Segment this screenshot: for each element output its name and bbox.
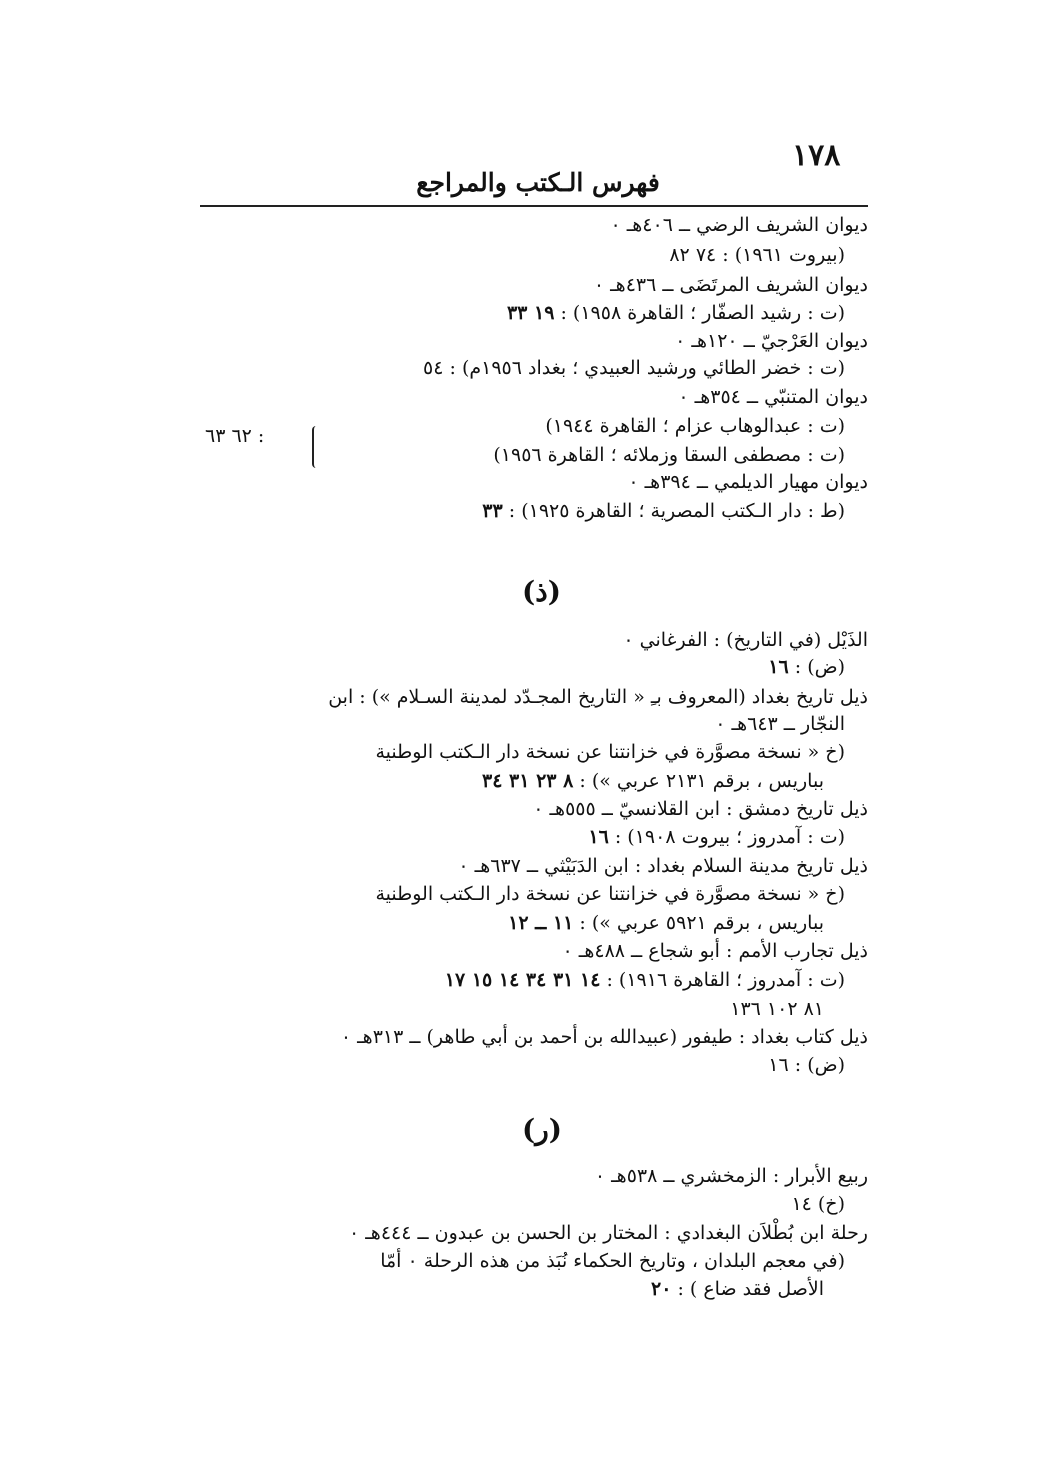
entry-detail-text: (ت : رشيد الصفّار ؛ القاهرة ١٩٥٨) : xyxy=(560,302,845,324)
entry-detail-line: (خ « نسخة مصوَّرة في خزانتنا عن نسخة دار الـكتب الوطنية xyxy=(375,883,845,905)
entry-detail-line xyxy=(482,767,824,795)
page-references: ١٤ ٣١ ٣٤ ١٤ ١٥ ١٧ xyxy=(444,969,601,991)
entry-detail-line: (في معجم البلدان ، وتاريخ الحكماء نُبَذ من هذه الرحلة ٠ أمّا xyxy=(380,1250,845,1272)
entry-line: ديوان مهيار الديلمي ــ ٣٩٤هـ ٠ xyxy=(628,471,868,493)
section-letter-dhal: (ذ) xyxy=(522,575,561,608)
entry-detail-line: (بيروت ١٩٦١) : ٧٤ ٨٢ xyxy=(669,244,845,266)
entry-detail-text: بباريس ، برقم ٢١٣١ عربي ») : xyxy=(579,770,824,792)
entry-line: ذيل تاريخ بغداد (المعروف بـِ « التاريخ المجـدّد لمدينة السـلام ») : ابن xyxy=(328,686,868,708)
entry-detail-text: (ت : آمدروز ؛ بيروت ١٩٠٨) : xyxy=(614,826,845,848)
page-references: : ٦٢ ٦٣ xyxy=(205,425,265,447)
entry-line: ديوان المتنبّي ــ ٣٥٤هـ ٠ xyxy=(678,386,868,408)
entry-detail-line xyxy=(508,909,824,937)
page-references: ٢٠ xyxy=(650,1278,672,1300)
section-letter-ra: (ر) xyxy=(522,1113,563,1146)
entry-line: ديوان الشريف المرتَضَى ــ ٤٣٦هـ ٠ xyxy=(593,274,868,296)
header-divider xyxy=(200,205,868,207)
entry-detail-line: (خ « نسخة مصوَّرة في خزانتنا عن نسخة دار الـكتب الوطنية xyxy=(375,741,845,763)
entry-detail-line xyxy=(482,497,845,525)
entry-detail-text: بباريس ، برقم ٥٩٢١ عربي ») : xyxy=(579,912,824,934)
page-references-continued: ٨١ ١٠٢ ١٣٦ xyxy=(730,998,824,1020)
entry-detail-line: (ت : عبدالوهاب عزام ؛ القاهرة ١٩٤٤) xyxy=(545,415,845,437)
entry-detail-line xyxy=(507,299,845,327)
grouping-brace xyxy=(312,426,322,468)
entry-line: ديوان العَرْجيّ ــ ١٢٠هـ ٠ xyxy=(675,330,868,352)
entry-detail-text: (ت : آمدروز ؛ القاهرة ١٩١٦) : xyxy=(606,969,845,991)
page-number: ١٧٨ xyxy=(792,138,841,173)
entry-line: ذيل تاريخ مدينة السلام بغداد : ابن الدَبَيْثي ــ ٦٣٧هـ ٠ xyxy=(458,855,868,877)
entry-detail-line: (ت : مصطفى السقا وزملائه ؛ القاهرة ١٩٥٦) xyxy=(493,444,845,466)
entry-detail-line xyxy=(768,653,845,681)
entry-detail-line xyxy=(651,1275,824,1303)
entry-detail-line: (خ) ١٤ xyxy=(791,1193,845,1215)
page-title: فهرس الـكتب والمراجع xyxy=(416,168,660,197)
entry-line: ذيل كتاب بغداد : طيفور (عبيدالله بن أحمد بن أبي طاهر) ــ ٣١٣هـ ٠ xyxy=(340,1026,868,1048)
page-references: ١١ ــ ١٢ xyxy=(508,912,574,934)
page-references: ٨ ٢٣ ٣١ ٣٤ xyxy=(482,770,574,792)
page-references: ١٦ xyxy=(768,656,789,678)
entry-detail-line: (ض) : ١٦ xyxy=(768,1054,845,1076)
entry-line: ديوان الشريف الرضي ــ ٤٠٦هـ ٠ xyxy=(610,214,868,236)
entry-line: رحلة ابن بُطْلاَن البغدادي : المختار بن الحسن بن عبدون ــ ٤٤٤هـ ٠ xyxy=(348,1222,868,1244)
entry-detail-line xyxy=(445,966,845,994)
entry-line: ربيع الأبرار : الزمخشري ــ ٥٣٨هـ ٠ xyxy=(594,1165,868,1187)
entry-line-continued: النجّار ــ ٦٤٣هـ ٠ xyxy=(715,713,845,735)
entry-line: الذَيْل (في التاريخ) : الفرغاني ٠ xyxy=(623,629,868,651)
page-references: ١٩ ٣٣ xyxy=(506,302,555,324)
entry-detail-text: (ض) : xyxy=(794,656,845,678)
entry-detail-line: (ت : خضر الطائي ورشيد العبيدي ؛ بغداد ١٩٥٦م) : ٥٤ xyxy=(423,357,845,379)
entry-detail-text: (ط : دار الـكتب المصرية ؛ القاهرة ١٩٢٥) : xyxy=(508,500,845,522)
entry-detail-line xyxy=(588,823,845,851)
entry-line: ذيل تاريخ دمشق : ابن القلانسيّ ــ ٥٥٥هـ ٠ xyxy=(533,798,868,820)
page-references: ١٦ xyxy=(588,826,609,848)
page-references: ٣٣ xyxy=(482,500,503,522)
entry-detail-text: الأصل فقد ضاع ) : xyxy=(677,1278,824,1300)
entry-line: ذيل تجارب الأمم : أبو شجاع ــ ٤٨٨هـ ٠ xyxy=(562,940,868,962)
